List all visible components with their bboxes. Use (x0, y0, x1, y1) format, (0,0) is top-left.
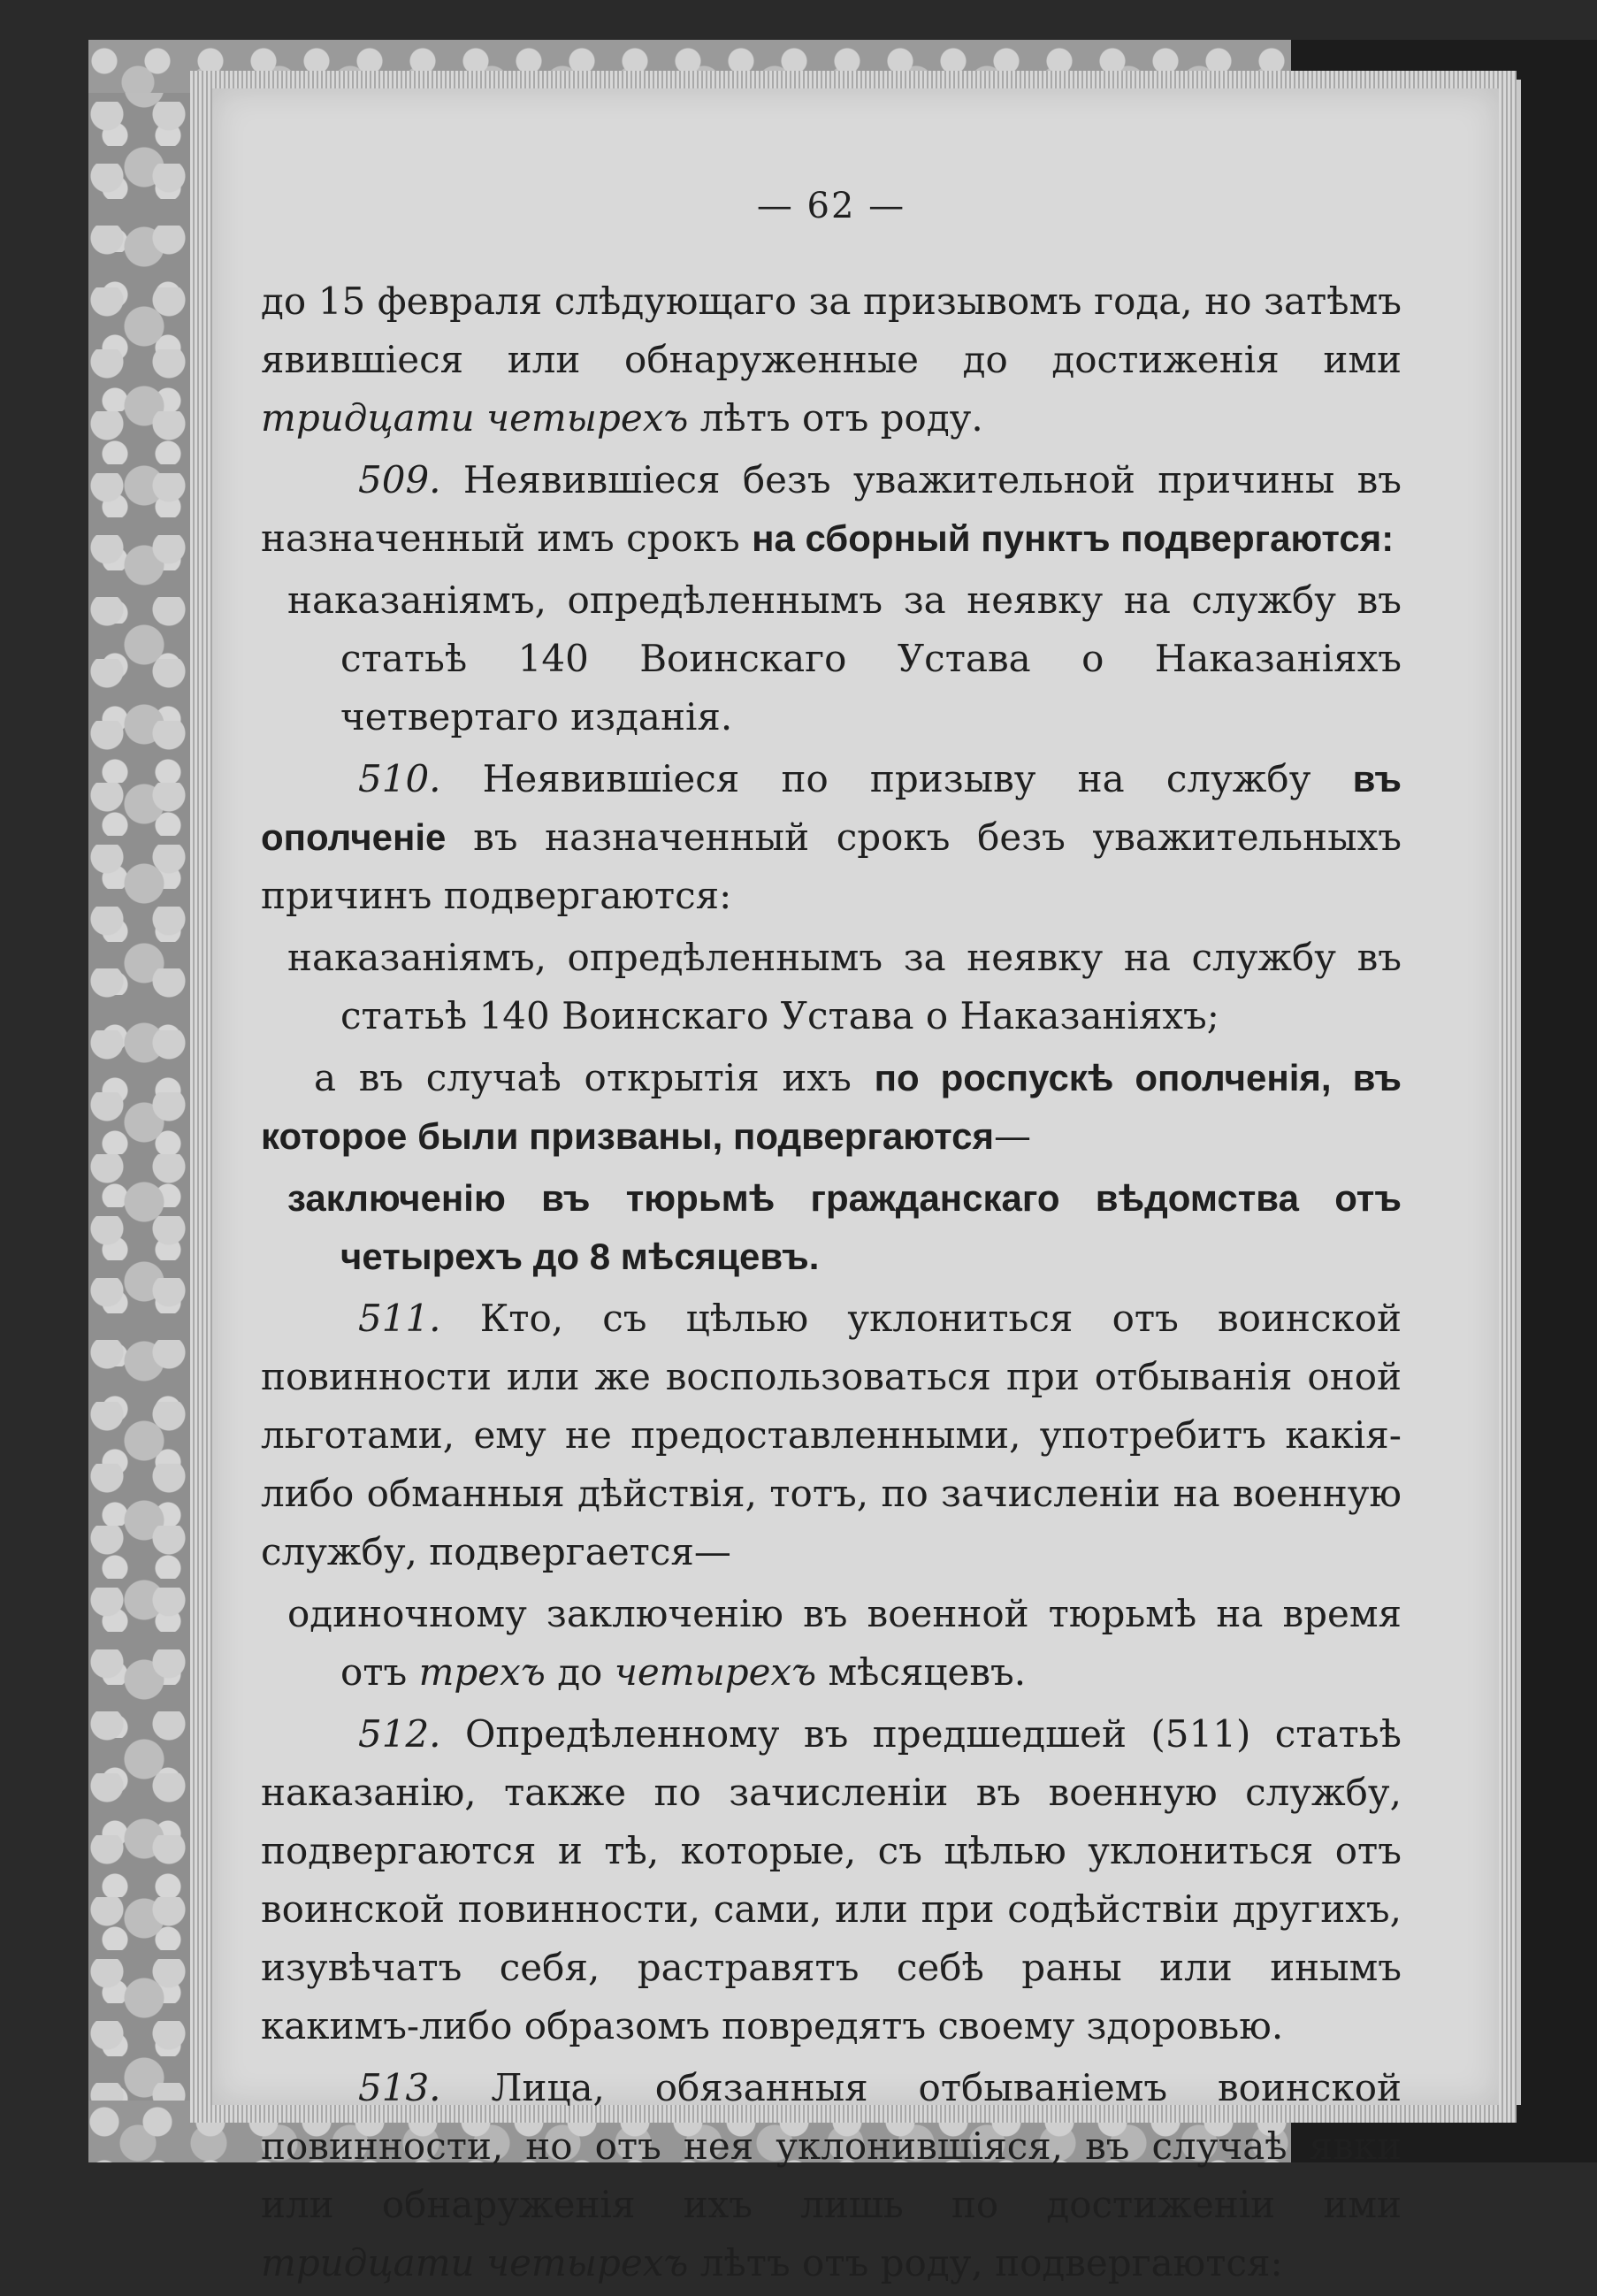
penalty-509 (261, 571, 1402, 746)
text-segment: четырехъ (614, 1650, 817, 1694)
text-segment: 509. (358, 458, 441, 501)
article-512 (261, 1705, 1402, 2055)
article-510-case (261, 1049, 1402, 1166)
text-segment: 510. (358, 757, 441, 800)
text-segment: по роспускѣ ополченiя, въ которое были призваны, подвергаются (261, 1057, 1402, 1157)
text-segment: 511. (358, 1297, 441, 1340)
text-segment: наказанiямъ, опредѣленнымъ за неявку на службу въ статьѣ 140 Воинскаго Устава о Наказанiяхъ; (287, 936, 1402, 1037)
text-segment: одиночному заключенiю въ военной тюрьмѣ на время отъ (287, 1592, 1402, 1694)
text-segment: мѣсяцевъ. (816, 1650, 1027, 1694)
text-segment: тридцати четырехъ (261, 396, 689, 440)
text-segment: Кто, съ цѣлью уклониться отъ воинской повинности или же воспользоваться при отбыванiя оной льготами, ему не предоставленными, употребитъ какiя-либо обманныя дѣйствiя, тотъ, по зачисленiи на военную службу, подвергается— (261, 1297, 1402, 1573)
text-segment: Опредѣленному въ предшедшей (511) статьѣ наказанiю, также по зачисленiи въ военную службу, подвергаются и тѣ, которые, съ цѣлью уклониться отъ воинской повинности, сами, или при содѣйствiи другихъ, изувѣчатъ себя, растравятъ себѣ раны или инымъ какимъ-либо образомъ повредятъ своему здоровью. (261, 1712, 1402, 2047)
page-number: — 62 — (756, 186, 906, 226)
article-511 (261, 1290, 1402, 1581)
text-segment: Неявившiеся безъ уважительной причины въ назначенный имъ срокъ (261, 458, 1402, 560)
text-segment: заключенiю въ тюрьмѣ гражданскаго вѣдомства отъ четырехъ до 8 мѣсяцевъ. (287, 1177, 1402, 1277)
text-segment: 512. (358, 1712, 441, 1756)
text-segment: а въ случаѣ открытiя ихъ (314, 1056, 875, 1099)
article-509 (261, 451, 1402, 568)
text-segment: до 15 февраля слѣдующаго за призывомъ года, но затѣмъ явившiеся или обнаруженные до достиженiя ими (261, 279, 1402, 381)
page-content (261, 177, 1402, 2296)
text-segment: въ ополченiе (261, 758, 1402, 858)
text-segment: 513. (358, 2066, 441, 2109)
penalty-510-case (261, 1169, 1402, 1286)
text-segment: наказанiямъ, опредѣленнымъ за неявку на службу въ статьѣ 140 Воинскаго Устава о Наказанiяхъ четвертаго изданiя. (287, 578, 1402, 739)
text-segment: до (545, 1650, 615, 1694)
text-segment: трехъ (418, 1650, 546, 1694)
text-segment: тридцати четырехъ (261, 2241, 689, 2285)
text-segment: лѣтъ отъ роду, подвергаются: (688, 2241, 1283, 2285)
text-segment: — (993, 1114, 1031, 1158)
paragraph-continuation (261, 272, 1402, 448)
penalty-511 (261, 1585, 1402, 1702)
penalty-510 (261, 929, 1402, 1045)
text-segment: на сборный пунктъ подвергаются: (752, 517, 1395, 559)
text-segment: въ назначенный срокъ безъ уважительныхъ причинъ подвергаются: (261, 815, 1402, 917)
text-segment: Неявившiеся по призыву на службу (440, 757, 1353, 800)
article-513 (261, 2059, 1402, 2292)
text-segment: Лица, обязанныя отбыванiемъ воинской повинности, но отъ нея уклонившiяся, въ случаѣ явки или обнаруженiя ихъ лишь по достиженiи ими (261, 2066, 1402, 2226)
article-510 (261, 750, 1402, 925)
text-segment: лѣтъ отъ роду. (688, 396, 983, 440)
